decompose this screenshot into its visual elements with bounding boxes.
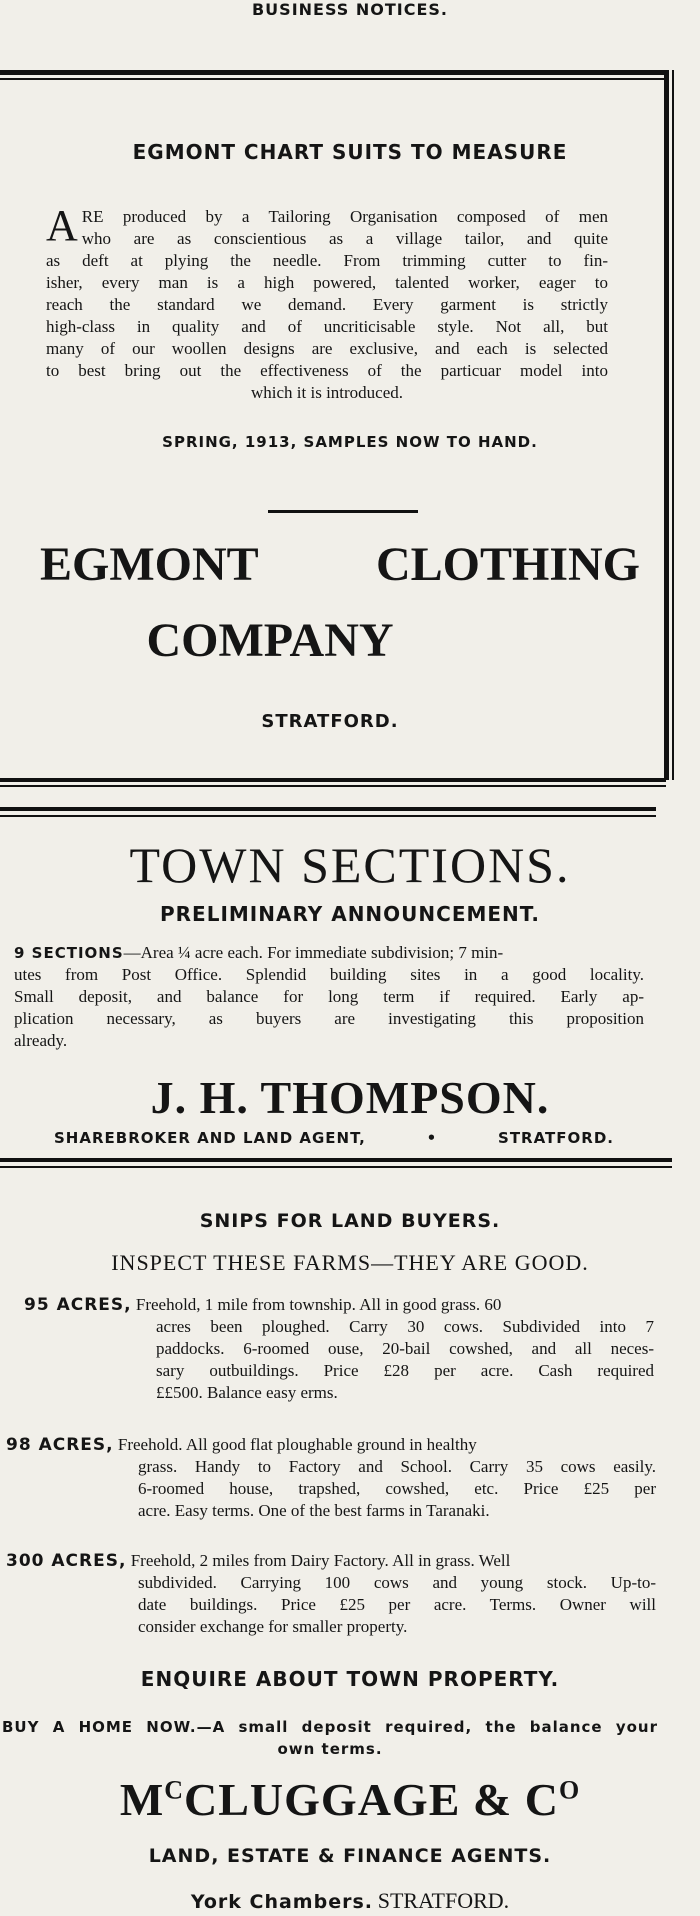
listing-rest <box>24 1316 654 1404</box>
ad1-company-line2: COMPANY <box>146 614 394 667</box>
text-line: RE produced by a Tailoring Organisation composed of men <box>81 207 608 226</box>
ad1-company-word1: EGMONT <box>40 538 259 591</box>
text-line: grass. Handy to Factory and School. Carry 35 cows easily. <box>138 1457 656 1476</box>
ad1-top-rule-thin <box>0 78 666 80</box>
listing-98-acres <box>6 1434 656 1522</box>
ad3-enquire: ENQUIRE ABOUT TOWN PROPERTY. <box>140 1667 560 1691</box>
listing-label: 95 ACRES, <box>24 1295 132 1315</box>
ad2-body-lines <box>14 964 644 1052</box>
listing-first-line <box>24 1294 654 1316</box>
ad1-dropcap: A <box>46 201 78 250</box>
listing-rest <box>6 1456 656 1522</box>
ad1-body <box>46 201 608 404</box>
text-line: reach the standard we demand. Every garment is strictly <box>46 295 608 314</box>
ad2-top-rule <box>0 807 656 811</box>
listing-95-acres <box>24 1294 654 1404</box>
ad3-address-town: STRATFORD. <box>377 1888 510 1913</box>
listing-label: 98 ACRES, <box>6 1435 114 1455</box>
listing-first: Freehold, 2 miles from Dairy Factory. All in grass. Well <box>126 1551 511 1570</box>
text-line: paddocks. 6-roomed ouse, 20-bail cowshed, and all neces- <box>156 1339 654 1358</box>
ad3-name-pre: M <box>119 1774 165 1825</box>
ad1-company-line1 <box>40 537 640 592</box>
text-line: isher, every man is a high powered, talented worker, eager to <box>46 273 608 292</box>
ad1-spring-notice: SPRING, 1913, SAMPLES NOW TO HAND. <box>162 433 538 451</box>
ad3-address-bold: York Chambers. <box>190 1891 373 1913</box>
text-line: ££500. Balance easy erms. <box>156 1383 338 1402</box>
text-line: 6-roomed house, trapshed, cowshed, etc. Price £25 per <box>138 1479 656 1498</box>
ad2-footer <box>54 1129 614 1147</box>
text-line: many of our woollen designs are exclusive, and each is selected <box>46 339 608 358</box>
text-line: subdivided. Carrying 100 cows and young stock. Up-to- <box>138 1573 656 1592</box>
ad1-bottom-rule <box>0 778 666 782</box>
listing-first: Freehold. All good flat ploughable ground in healthy <box>113 1435 477 1454</box>
ad3-agent-name <box>40 1773 660 1826</box>
ad3-name-mid: CLUGGAGE & C <box>184 1774 559 1825</box>
ad3-role: LAND, ESTATE & FINANCE AGENTS. <box>148 1845 552 1867</box>
ad1-right-rule-thin <box>672 70 674 780</box>
ad1-company-word2: CLOTHING <box>375 538 640 591</box>
text-line: consider exchange for smaller property. <box>138 1617 408 1636</box>
text-line: date buildings. Price £25 per acre. Terms. Owner will <box>138 1595 656 1614</box>
listing-first-line <box>6 1434 656 1456</box>
section-header: BUSINESS NOTICES. <box>251 0 448 19</box>
text-line: acre. Easy terms. One of the best farms in Taranaki. <box>138 1501 490 1520</box>
listing-first: Freehold, 1 mile from township. All in good grass. 60 <box>131 1295 502 1314</box>
text-line: plication necessary, as buyers are investigating this proposition <box>14 1009 644 1028</box>
ad3-buy-home <box>2 1716 658 1760</box>
listing-first-line <box>6 1550 656 1572</box>
ad2-title: TOWN SECTIONS. <box>129 837 571 893</box>
text-line: already. <box>14 1031 68 1050</box>
ad3-name-sup: C <box>164 1775 185 1805</box>
ad2-role: SHAREBROKER AND LAND AGENT, <box>54 1129 366 1147</box>
ad3-title: SNIPS FOR LAND BUYERS. <box>199 1210 501 1232</box>
ad2-body <box>14 942 644 1052</box>
text-line: high-class in quality and of uncriticisable style. Not all, but <box>46 317 608 336</box>
text-line: Small deposit, and balance for long term if required. Early ap- <box>14 987 644 1006</box>
text-line: as deft at plying the needle. From trimming cutter to fin- <box>46 251 608 270</box>
ad2-line1: —Area ¼ acre each. For immediate subdivision; 7 min- <box>123 943 504 962</box>
ad3-buy-line1: BUY A HOME NOW.—A small deposit required, the balance your <box>2 1718 658 1736</box>
ad3-name-sup2: O <box>558 1775 581 1805</box>
ad2-bottom-rule-thin <box>0 1166 672 1168</box>
ad2-lead: 9 SECTIONS <box>14 944 124 962</box>
ad2-top-rule-thin <box>0 815 656 817</box>
text-line: to best bring out the effectiveness of the particuar model into <box>46 361 608 380</box>
ad2-bottom-rule <box>0 1158 672 1162</box>
listing-rest <box>6 1572 656 1638</box>
ad3-subtitle: INSPECT THESE FARMS—THEY ARE GOOD. <box>111 1250 589 1275</box>
text-line: utes from Post Office. Splendid building sites in a good locality. <box>14 965 644 984</box>
ad2-bullet: • <box>426 1129 438 1147</box>
ad3-buy-line2: own terms. <box>277 1740 383 1758</box>
ad1-body-last: which it is introduced. <box>250 383 404 402</box>
text-line: acres been ploughed. Carry 30 cows. Subdivided into 7 <box>156 1317 654 1336</box>
ad3-address <box>40 1888 660 1914</box>
ad1-body-lines <box>46 201 608 382</box>
ad2-agent-name: J. H. THOMPSON. <box>150 1072 550 1123</box>
ad1-divider <box>268 510 418 513</box>
listing-label: 300 ACRES, <box>6 1551 127 1571</box>
ad2-first-line <box>14 942 644 964</box>
ad2-town: STRATFORD. <box>498 1129 614 1147</box>
ad2-subtitle: PRELIMINARY ANNOUNCEMENT. <box>160 902 540 926</box>
ad1-right-rule <box>664 70 669 780</box>
ad1-top-rule <box>0 70 666 75</box>
ad1-title: EGMONT CHART SUITS TO MEASURE <box>132 140 568 164</box>
text-line: sary outbuildings. Price £28 per acre. Cash required <box>156 1361 654 1380</box>
ad1-town: STRATFORD. <box>261 711 399 732</box>
text-line: who are as conscientious as a village tailor, and quite <box>81 229 608 248</box>
ad1-bottom-rule-thin <box>0 785 666 787</box>
listing-300-acres <box>6 1550 656 1638</box>
